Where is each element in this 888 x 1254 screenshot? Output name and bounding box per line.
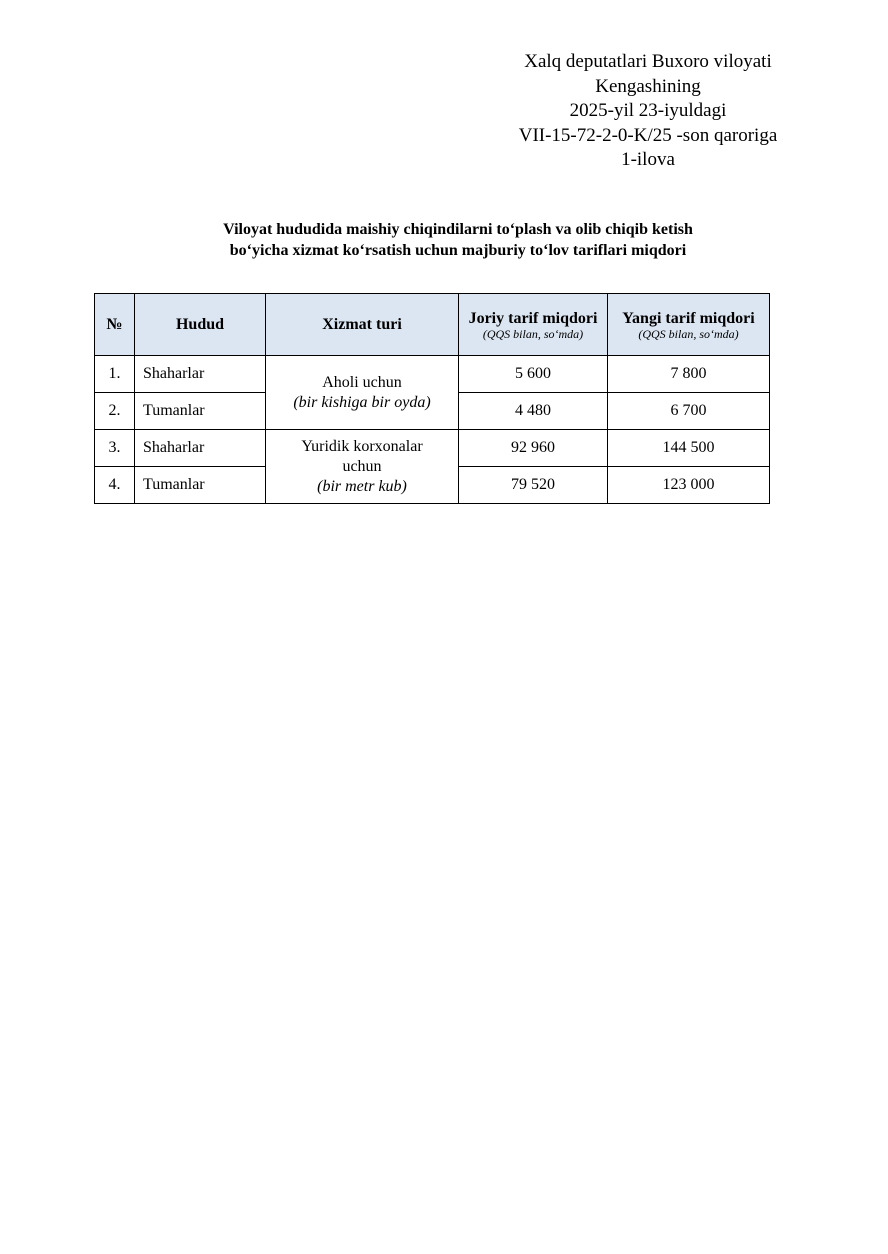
row-new: 123 000	[608, 467, 770, 504]
row-current: 4 480	[459, 393, 608, 430]
row-region: Tumanlar	[135, 393, 266, 430]
service-cell	[266, 356, 459, 430]
row-num: 1.	[95, 356, 135, 393]
service-unit: (bir kishiga bir oyda)	[293, 393, 431, 411]
title-line: Viloyat hududida maishiy chiqindilarni to‘plash va olib chiqib ketish	[223, 221, 693, 238]
row-new: 7 800	[608, 356, 770, 393]
row-num: 4.	[95, 467, 135, 504]
header-new-label: Yangi tarif miqdori	[622, 309, 755, 327]
header-new-sub: (QQS bilan, so‘mda)	[638, 326, 739, 341]
row-current: 79 520	[459, 467, 608, 504]
row-new: 144 500	[608, 430, 770, 467]
row-current: 92 960	[459, 430, 608, 467]
service-cell	[266, 430, 459, 504]
row-num: 2.	[95, 393, 135, 430]
row-region: Shaharlar	[135, 430, 266, 467]
service-unit: (bir metr kub)	[317, 477, 407, 495]
row-current: 5 600	[459, 356, 608, 393]
service-name: Yuridik korxonalar uchun	[301, 437, 423, 475]
table-header-row	[95, 294, 770, 356]
header-line: 2025-yil 23-iyuldagi	[569, 100, 727, 121]
header-line: Xalq deputatlari Buxoro viloyati	[524, 51, 772, 72]
table-row	[95, 356, 770, 393]
table-row	[95, 430, 770, 467]
header-current-sub: (QQS bilan, so‘mda)	[482, 326, 584, 341]
header-current-label: Joriy tarif miqdori	[468, 309, 598, 327]
header-service: Xizmat turi	[266, 294, 459, 356]
header-num: №	[95, 294, 135, 356]
row-new: 6 700	[608, 393, 770, 430]
header-line: 1-ilova	[621, 149, 675, 170]
header-region: Hudud	[135, 294, 266, 356]
row-region: Shaharlar	[135, 356, 266, 393]
header-current	[459, 294, 608, 356]
approval-header	[480, 50, 816, 173]
header-line: VII-15-72-2-0-K/25 -son qaroriga	[518, 124, 778, 146]
row-region: Tumanlar	[135, 467, 266, 504]
row-num: 3.	[95, 430, 135, 467]
title-line: bo‘yicha xizmat ko‘rsatish uchun majburiy to‘lov tariflari miqdori	[229, 242, 687, 259]
tariff-table	[94, 293, 770, 504]
header-line: Kengashining	[595, 75, 701, 97]
service-name: Aholi uchun	[322, 373, 402, 391]
header-new	[608, 294, 770, 356]
document-title	[100, 219, 816, 261]
